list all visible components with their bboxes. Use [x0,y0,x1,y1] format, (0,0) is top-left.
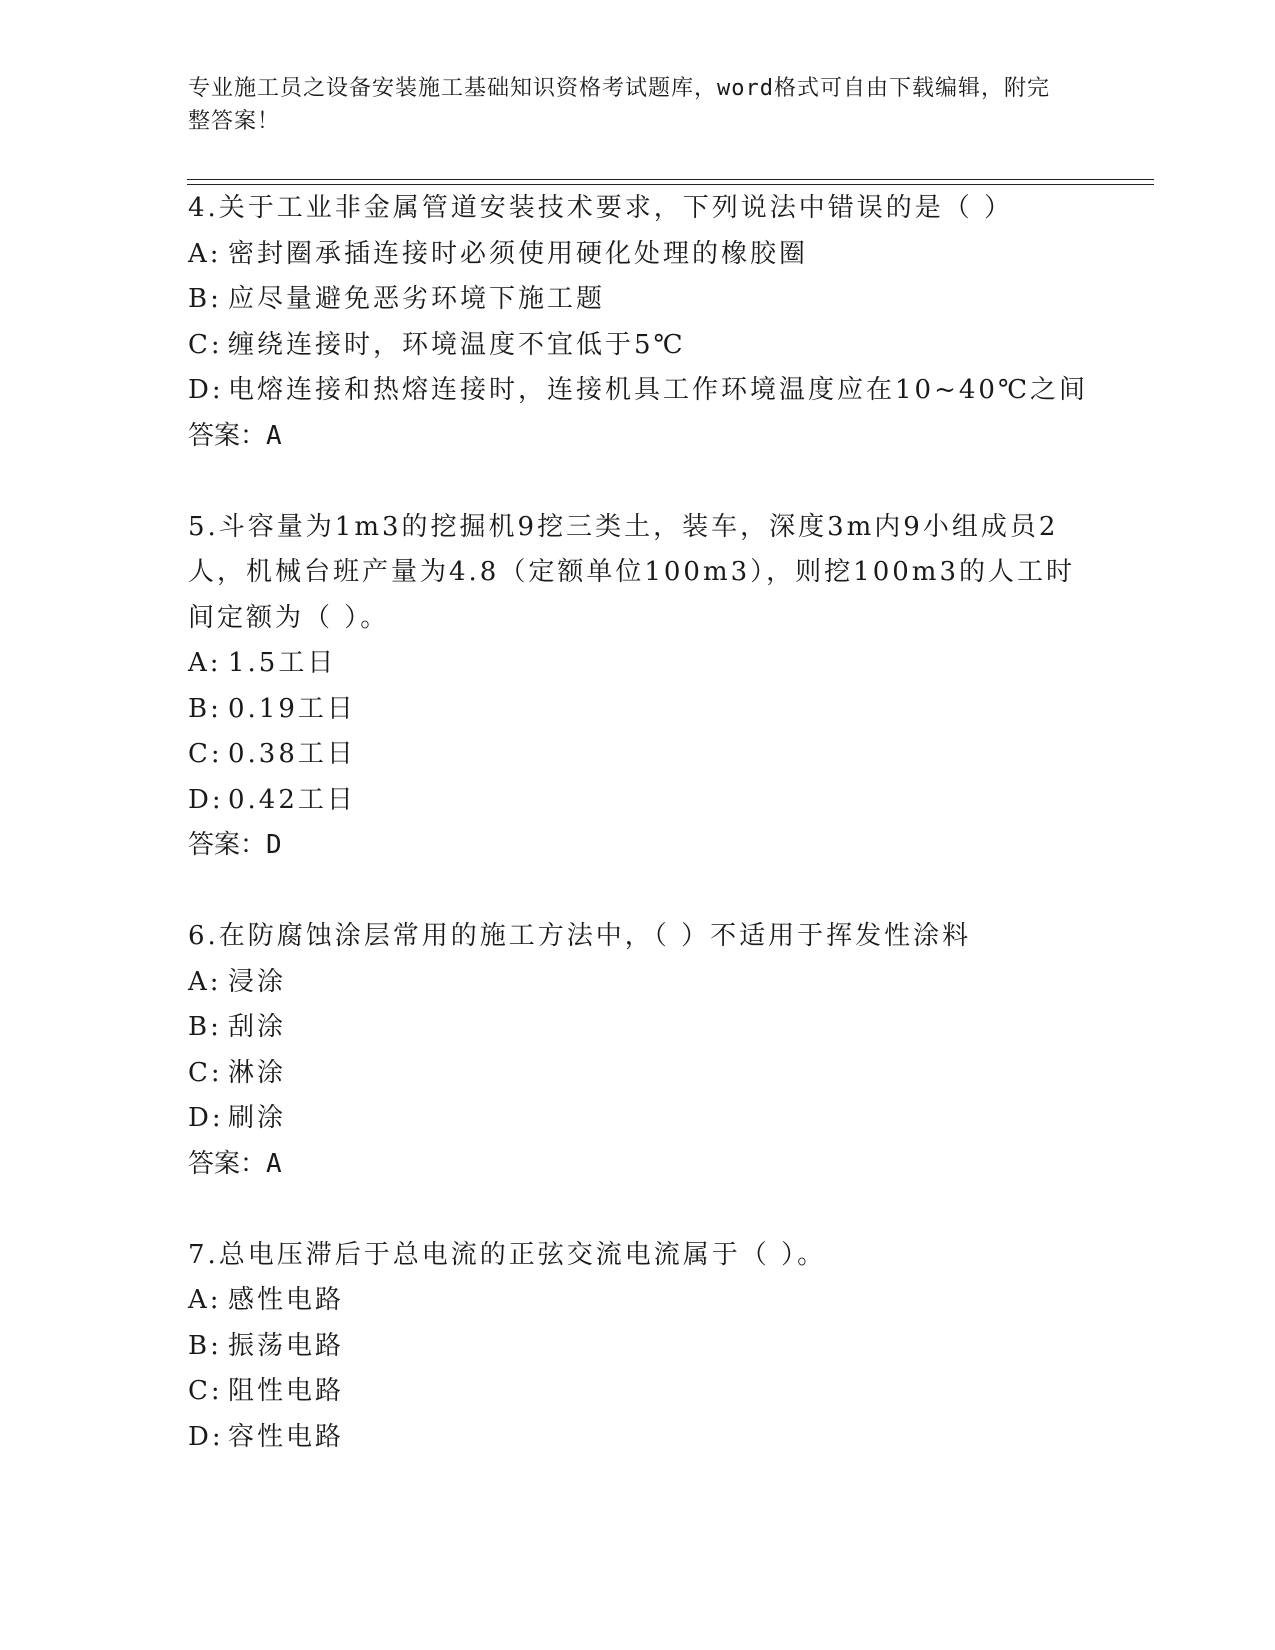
option-c [188,732,1088,778]
option-letter: A: [188,1285,222,1315]
option-c [188,1369,1088,1415]
option-d [188,778,1088,824]
question-stem: 6.在防腐蚀涂层常用的施工方法中，（ ）不适用于挥发性涂料 [188,921,972,951]
question-4 [188,186,1088,459]
option-letter: B: [188,693,222,724]
option-letter: C: [188,329,223,360]
option-text: 应尽量避免恶劣环境下施工题 [228,284,606,314]
option-letter: B: [188,1012,222,1042]
option-text: 0.38工日 [228,739,356,769]
option-text: 刷涂 [228,1103,287,1133]
option-text: 电熔连接和热熔连接时，连接机具工作环境温度应在10~40℃之间 [228,375,1089,405]
option-letter: D: [188,1421,224,1452]
option-letter: B: [188,284,222,314]
option-letter: D: [188,375,224,405]
option-d [188,368,1088,414]
answer-line: 答案：A [188,420,282,451]
option-letter: D: [188,1103,224,1133]
option-d [188,1415,1088,1461]
question-list [188,186,1088,1506]
option-c [188,1051,1088,1097]
option-d [188,1096,1088,1142]
option-b [188,687,1088,733]
option-text: 缠绕连接时，环境温度不宜低于5℃ [228,329,686,360]
question-stem: 7.总电压滞后于总电流的正弦交流电流属于（ ）。 [188,1239,827,1270]
option-text: 密封圈承插连接时必须使用硬化处理的橡胶圈 [228,238,809,269]
option-text: 振荡电路 [228,1330,345,1361]
question-stem: 4.关于工业非金属管道安装技术要求，下列说法中错误的是（ ） [188,193,1014,223]
option-text: 容性电路 [228,1421,345,1452]
option-b [188,1324,1088,1370]
option-text: 1.5工日 [228,648,337,678]
question-6 [188,914,1088,1187]
option-b [188,277,1088,323]
answer-line: 答案：D [188,830,282,860]
option-letter: A: [188,966,222,997]
option-text: 阻性电路 [228,1376,345,1406]
option-a [188,1278,1088,1324]
option-letter: A: [188,238,222,269]
option-text: 感性电路 [228,1285,345,1315]
question-5 [188,505,1088,869]
document-header [188,72,1068,138]
option-text: 0.42工日 [228,784,356,815]
option-c [188,323,1088,369]
option-text: 淋涂 [228,1057,287,1088]
option-b [188,1005,1088,1051]
option-letter: C: [188,1057,223,1088]
option-letter: B: [188,1330,222,1361]
question-stem: 5.斗容量为1m3的挖掘机9挖三类土，装车，深度3m内9小组成员2人，机械台班产量为4.8（定额单位100m3），则挖100m3的人工时间定额为（ ）。 [188,511,1075,633]
option-text: 0.19工日 [228,693,356,724]
header-double-rule [187,179,1154,185]
option-a [188,641,1088,687]
header-text: 专业施工员之设备安装施工基础知识资格考试题库，word格式可自由下载编辑，附完整答案！ [188,76,1050,134]
option-letter: C: [188,739,223,769]
answer-line: 答案：A [188,1148,282,1179]
question-7 [188,1233,1088,1461]
option-letter: A: [188,648,222,678]
option-text: 浸涂 [228,966,287,997]
option-a [188,232,1088,278]
option-a [188,960,1088,1006]
option-letter: D: [188,784,224,815]
option-text: 刮涂 [228,1012,287,1042]
option-letter: C: [188,1376,223,1406]
